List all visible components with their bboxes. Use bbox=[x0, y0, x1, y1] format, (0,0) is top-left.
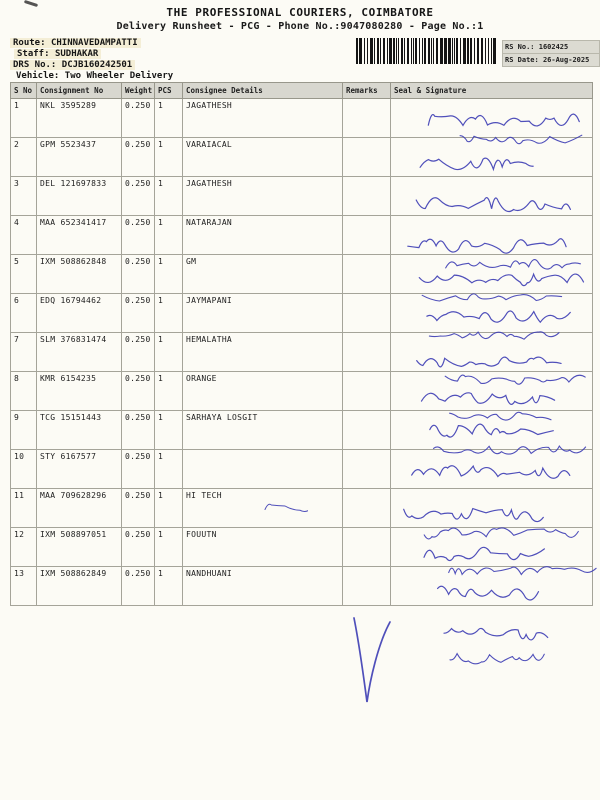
cell-weight: 0.250 bbox=[122, 528, 155, 567]
cell-signature bbox=[391, 255, 593, 294]
cell-pcs: 1 bbox=[155, 99, 183, 138]
staff-line bbox=[14, 49, 101, 59]
cell-consignment: IXM 508862848 bbox=[37, 255, 122, 294]
rs-no-label: RS No.: bbox=[505, 43, 535, 51]
rs-no-value: 1602425 bbox=[538, 43, 569, 51]
cell-pcs: 1 bbox=[155, 489, 183, 528]
drs-value: DCJB160242501 bbox=[61, 60, 133, 70]
cell-remarks bbox=[343, 138, 391, 177]
cell-pcs: 1 bbox=[155, 528, 183, 567]
cell-signature bbox=[391, 372, 593, 411]
rs-no-box bbox=[502, 40, 600, 54]
cell-signature bbox=[391, 138, 593, 177]
cell-remarks bbox=[343, 411, 391, 450]
cell-consignee: NATARAJAN bbox=[183, 216, 343, 255]
cell-consignment: EDQ 16794462 bbox=[37, 294, 122, 333]
bottom-signature bbox=[332, 606, 600, 726]
rs-date-label: RS Date: bbox=[505, 56, 539, 64]
cell-pcs: 1 bbox=[155, 372, 183, 411]
cell-consignee bbox=[183, 450, 343, 489]
table-row bbox=[11, 177, 593, 216]
staff-value: SUDHAKAR bbox=[54, 49, 99, 59]
cell-consignee: JAGATHESH bbox=[183, 177, 343, 216]
cell-sno: 11 bbox=[11, 489, 37, 528]
table-row bbox=[11, 567, 593, 606]
route-line bbox=[10, 38, 141, 48]
cell-pcs: 1 bbox=[155, 177, 183, 216]
cell-sno: 9 bbox=[11, 411, 37, 450]
cell-weight: 0.250 bbox=[122, 450, 155, 489]
cell-sno: 13 bbox=[11, 567, 37, 606]
cell-remarks bbox=[343, 333, 391, 372]
cell-pcs: 1 bbox=[155, 567, 183, 606]
runsheet-table bbox=[10, 82, 593, 606]
cell-consignment: IXM 508862849 bbox=[37, 567, 122, 606]
cell-weight: 0.250 bbox=[122, 138, 155, 177]
route-label: Route: bbox=[13, 38, 46, 48]
cell-weight: 0.250 bbox=[122, 216, 155, 255]
cell-consignee: VARAIACAL bbox=[183, 138, 343, 177]
cell-signature bbox=[391, 528, 593, 567]
cell-consignment: MAA 652341417 bbox=[37, 216, 122, 255]
cell-consignment: TCG 15151443 bbox=[37, 411, 122, 450]
cell-consignment: STY 6167577 bbox=[37, 450, 122, 489]
cell-consignee: JAYMAPANI bbox=[183, 294, 343, 333]
signature-scribble bbox=[332, 606, 600, 726]
table-row bbox=[11, 255, 593, 294]
cell-remarks bbox=[343, 489, 391, 528]
cell-weight: 0.250 bbox=[122, 294, 155, 333]
cell-sno: 1 bbox=[11, 99, 37, 138]
cell-remarks bbox=[343, 99, 391, 138]
cell-pcs: 1 bbox=[155, 255, 183, 294]
cell-pcs: 1 bbox=[155, 333, 183, 372]
cell-signature bbox=[391, 294, 593, 333]
staff-label: Staff: bbox=[17, 49, 50, 59]
table-row bbox=[11, 450, 593, 489]
cell-weight: 0.250 bbox=[122, 489, 155, 528]
cell-consignee: JAGATHESH bbox=[183, 99, 343, 138]
cell-consignment: IXM 508897051 bbox=[37, 528, 122, 567]
cell-signature bbox=[391, 489, 593, 528]
cell-remarks bbox=[343, 528, 391, 567]
cell-weight: 0.250 bbox=[122, 567, 155, 606]
cell-remarks bbox=[343, 177, 391, 216]
cell-sno: 3 bbox=[11, 177, 37, 216]
cell-remarks bbox=[343, 294, 391, 333]
company-title: THE PROFESSIONAL COURIERS, COIMBATORE bbox=[166, 6, 434, 19]
cell-remarks bbox=[343, 372, 391, 411]
table-row bbox=[11, 99, 593, 138]
cell-sno: 8 bbox=[11, 372, 37, 411]
col-header-seal-signature: Seal & Signature bbox=[391, 83, 593, 99]
route-value: CHINNAVEDAMPATTI bbox=[50, 38, 138, 48]
table-row bbox=[11, 333, 593, 372]
cell-consignee: FOUUTN bbox=[183, 528, 343, 567]
cell-consignment: NKL 3595289 bbox=[37, 99, 122, 138]
col-header-s-no: S No bbox=[11, 83, 37, 99]
cell-weight: 0.250 bbox=[122, 99, 155, 138]
cell-consignment: GPM 5523437 bbox=[37, 138, 122, 177]
cell-pcs: 1 bbox=[155, 216, 183, 255]
table-row bbox=[11, 372, 593, 411]
vehicle-value: Two Wheeler Delivery bbox=[64, 71, 174, 81]
cell-consignee: GM bbox=[183, 255, 343, 294]
table-row bbox=[11, 411, 593, 450]
cell-pcs: 1 bbox=[155, 294, 183, 333]
cell-signature bbox=[391, 411, 593, 450]
col-header-consignee-details: Consignee Details bbox=[183, 83, 343, 99]
cell-consignment: SLM 376831474 bbox=[37, 333, 122, 372]
cell-sno: 6 bbox=[11, 294, 37, 333]
col-header-consignment-no: Consignment No bbox=[37, 83, 122, 99]
cell-consignee: NANDHUANI bbox=[183, 567, 343, 606]
table-row bbox=[11, 528, 593, 567]
cell-remarks bbox=[343, 567, 391, 606]
col-header-remarks: Remarks bbox=[343, 83, 391, 99]
cell-sno: 4 bbox=[11, 216, 37, 255]
cell-consignment: DEL 121697833 bbox=[37, 177, 122, 216]
vehicle-line bbox=[16, 71, 173, 81]
rs-date-box bbox=[502, 53, 600, 67]
cell-sno: 7 bbox=[11, 333, 37, 372]
cell-remarks bbox=[343, 450, 391, 489]
cell-signature bbox=[391, 567, 593, 606]
cell-consignee: SARHAYA LOSGIT bbox=[183, 411, 343, 450]
cell-pcs: 1 bbox=[155, 450, 183, 489]
handwritten-note bbox=[262, 499, 308, 517]
cell-weight: 0.250 bbox=[122, 411, 155, 450]
handwriting-icon bbox=[262, 499, 308, 517]
cell-signature bbox=[391, 333, 593, 372]
barcode bbox=[356, 38, 500, 64]
cell-weight: 0.250 bbox=[122, 372, 155, 411]
cell-consignment: KMR 6154235 bbox=[37, 372, 122, 411]
cell-weight: 0.250 bbox=[122, 177, 155, 216]
cell-signature bbox=[391, 450, 593, 489]
cell-sno: 2 bbox=[11, 138, 37, 177]
table-header bbox=[11, 83, 593, 99]
table-row bbox=[11, 294, 593, 333]
cell-sno: 12 bbox=[11, 528, 37, 567]
drs-line bbox=[10, 60, 135, 70]
cell-sno: 10 bbox=[11, 450, 37, 489]
cell-signature bbox=[391, 177, 593, 216]
drs-label: DRS No.: bbox=[13, 60, 57, 70]
cell-sno: 5 bbox=[11, 255, 37, 294]
cell-consignment: MAA 709628296 bbox=[37, 489, 122, 528]
cell-consignee: HEMALATHA bbox=[183, 333, 343, 372]
cell-consignee: HI TECH bbox=[183, 489, 343, 528]
cell-remarks bbox=[343, 216, 391, 255]
cell-signature bbox=[391, 216, 593, 255]
col-header-pcs: PCS bbox=[155, 83, 183, 99]
cell-signature bbox=[391, 99, 593, 138]
vehicle-label: Vehicle: bbox=[16, 71, 60, 81]
cell-pcs: 1 bbox=[155, 411, 183, 450]
table-row bbox=[11, 216, 593, 255]
rs-date-value: 26-Aug-2025 bbox=[542, 56, 590, 64]
cell-weight: 0.250 bbox=[122, 255, 155, 294]
col-header-weight: Weight bbox=[122, 83, 155, 99]
cell-weight: 0.250 bbox=[122, 333, 155, 372]
cell-pcs: 1 bbox=[155, 138, 183, 177]
runsheet-subtitle: Delivery Runsheet - PCG - Phone No.:9047080280 - Page No.:1 bbox=[116, 21, 484, 32]
cell-consignee: ORANGE bbox=[183, 372, 343, 411]
table-body bbox=[11, 99, 593, 606]
cell-remarks bbox=[343, 255, 391, 294]
table-row bbox=[11, 138, 593, 177]
